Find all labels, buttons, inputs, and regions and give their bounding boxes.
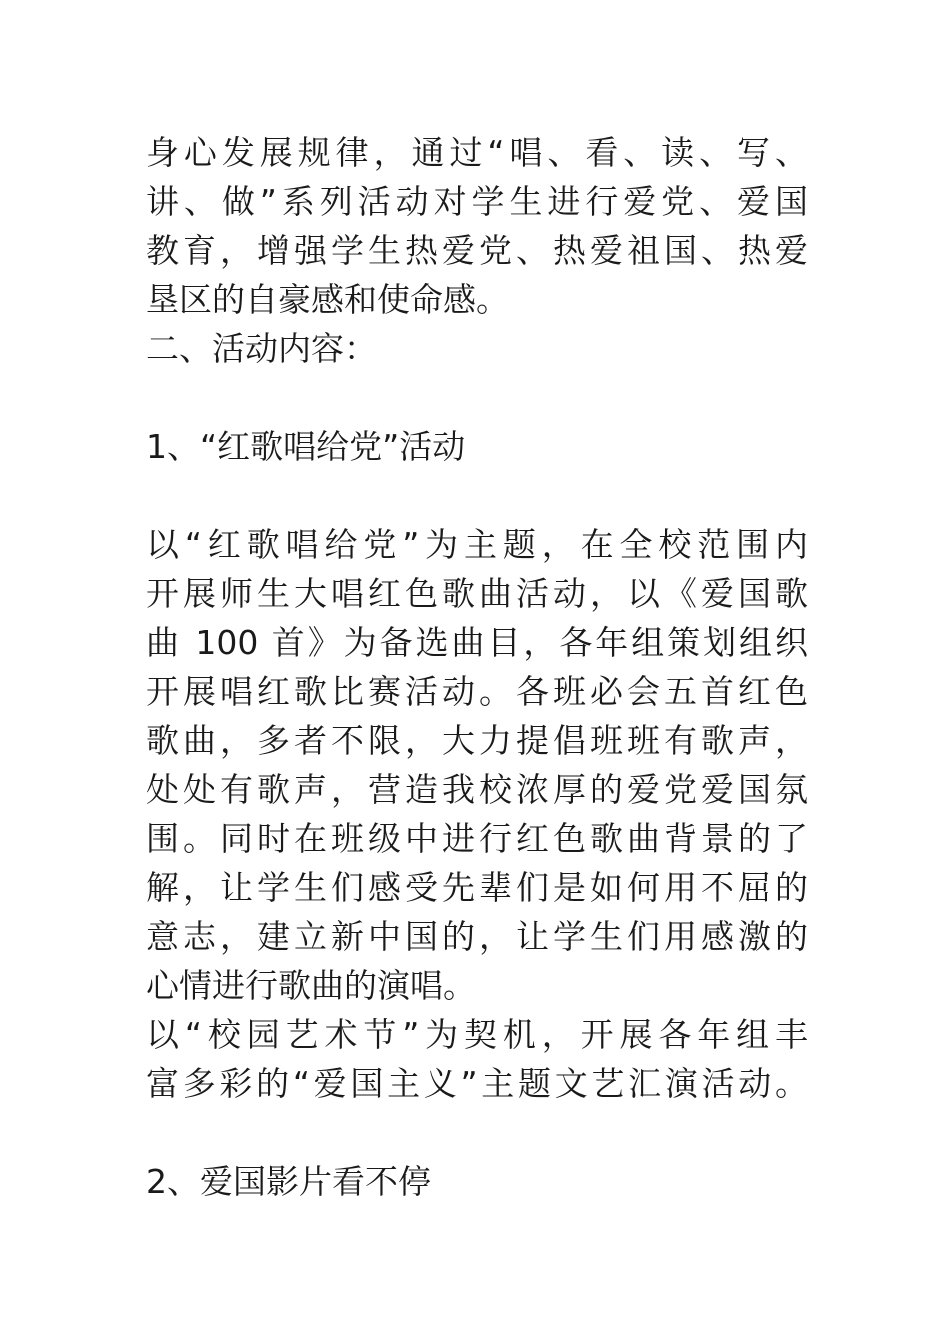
item1-paragraph-line: 心情进行歌曲的演唱。: [146, 966, 476, 1005]
item1-paragraph-line: 围。同时在班级中进行红色歌曲背景的了: [146, 819, 808, 858]
item1-paragraph-line: 意志，建立新中国的，让学生们用感激的: [146, 917, 808, 956]
item1-paragraph-line: 以“红歌唱给党”为主题，在全校范围内: [146, 525, 808, 564]
item1-heading: 1、“红歌唱给党”活动: [146, 427, 466, 466]
blank-line: [146, 471, 808, 520]
item1-paragraph-line: 解，让学生们感受先辈们是如何用不屈的: [146, 868, 808, 907]
item1-paragraph2-line: 以“校园艺术节”为契机，开展各年组丰: [146, 1015, 808, 1054]
item1-paragraph-line: 开展师生大唱红色歌曲活动，以《爱国歌: [146, 574, 808, 613]
section-heading: 二、活动内容：: [146, 329, 377, 368]
item1-paragraph-line: 处处有歌声，营造我校浓厚的爱党爱国氛: [146, 770, 808, 809]
intro-line: 身心发展规律，通过“唱、看、读、写、: [146, 133, 808, 172]
document-page: [146, 128, 808, 1206]
item1-paragraph-line: 曲 100 首》为备选曲目，各年组策划组织: [146, 623, 808, 662]
item2-heading: 2、爱国影片看不停: [146, 1162, 431, 1201]
item1-paragraph-line: 歌曲，多者不限，大力提倡班班有歌声，: [146, 721, 808, 760]
blank-line: [146, 1108, 808, 1157]
intro-line: 讲、做”系列活动对学生进行爱党、爱国: [146, 182, 808, 221]
intro-line: 教育，增强学生热爱党、热爱祖国、热爱: [146, 231, 808, 270]
intro-line: 垦区的自豪感和使命感。: [146, 280, 509, 319]
item1-paragraph-line: 开展唱红歌比赛活动。各班必会五首红色: [146, 672, 808, 711]
item1-paragraph2-line: 富多彩的“爱国主义”主题文艺汇演活动。: [146, 1064, 808, 1103]
blank-line: [146, 373, 808, 422]
